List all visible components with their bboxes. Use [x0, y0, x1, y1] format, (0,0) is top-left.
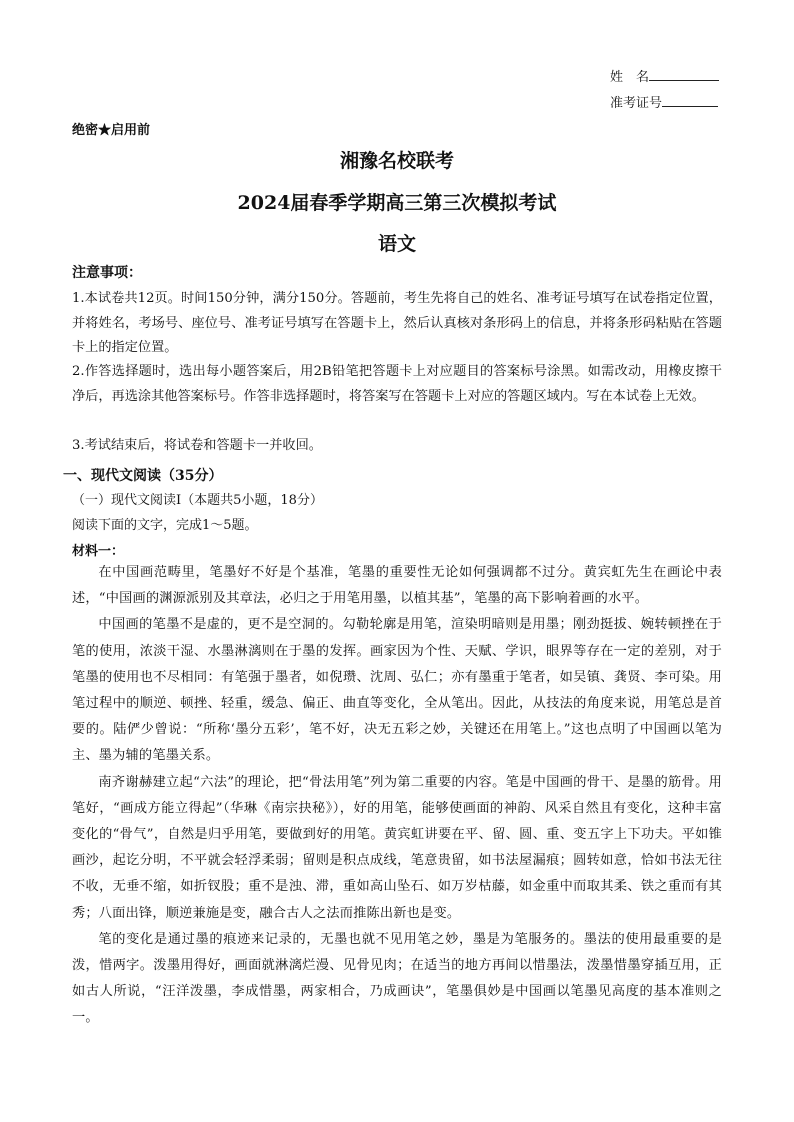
exam-number-field[interactable] [610, 92, 718, 111]
passage-paragraph: 在中国画范畴里，笔墨好不好是个基准，笔墨的重要性无论如何强调都不过分。黄宾虹先生在画论中表述，“中国画的渊源派别及其章法，必归之于用笔用墨，以植其基”，笔墨的高下影响着画的水平。 [72, 565, 722, 607]
secret-mark: 绝密★启用前 [72, 123, 151, 138]
passage-paragraph: 中国画的笔墨不是虚的，更不是空洞的。勾勒轮廓是用笔，渲染明暗则是用墨；刚劲挺拔、婉转顿挫在于笔的使用，浓淡干湿、水墨淋漓则在于墨的发挥。画家因为个性、天赋、学识，眼界等存在一定的差别，对于笔墨的使用也不尽相同：有笔强于墨者，如倪瓒、沈周、弘仁；亦有墨重于笔者，如吴镇、龚贤、李可染。用笔过程中的顺逆、顿挫、轻重，缓急、偏正、曲直等变化，全从笔出。因此，从技法的角度来说，用笔总是首要的。陆俨少曾说：“所称‘墨分五彩’，笔不好，决无五彩之妙，关键还在用笔上。”这也点明了中国画以笔为主、墨为辅的笔墨关系。 [72, 617, 722, 764]
material-label: 材料一： [72, 544, 125, 559]
name-blank[interactable] [649, 68, 719, 81]
name-field[interactable] [610, 66, 719, 85]
exam-title-line2: 2024届春季学期高三第三次模拟考试 [237, 192, 557, 214]
subject-title: 语文 [377, 233, 416, 255]
reading-instruction: 阅读下面的文字，完成1～5题。 [72, 518, 258, 533]
notice-item-3: 3.考试结束后，将试卷和答题卡一并收回。 [72, 438, 322, 453]
passage-paragraph: 南齐谢赫建立起“六法”的理论，把“骨法用笔”列为第二重要的内容。笔是中国画的骨干、是墨的筋骨。用笔好，“画成方能立得起”（华琳《南宗抉秘》），好的用笔，能够使画面的神韵、风采自然且有变化，这种丰富变化的“骨气”，自然是归乎用笔，要做到好的用笔。黄宾虹讲要在平、留、圆、重、变五字上下功夫。平如锥画沙，起讫分明，不平就会轻浮柔弱；留则是积点成线，笔意贵留，如书法屋漏痕；圆转如意，恰如书法无往不收，无垂不缩，如折钗股；重不是浊、滞，重如高山坠石、如万岁枯藤，如金重中而取其柔、铁之重而有其秀；八面出锋，顺逆兼施是变，融合古人之法而推陈出新也是变。 [72, 774, 722, 921]
passage [72, 560, 722, 1032]
section-subheading: （一）现代文阅读Ⅰ（本题共5小题，18分） [72, 493, 323, 508]
section-heading: 一、现代文阅读（35分） [63, 468, 223, 484]
notice-item-2: 2.作答选择题时，选出每小题答案后，用2B铅笔把答题卡上对应题目的答案标号涂黑。如需改动，用橡皮擦干净后，再选涂其他答案标号。作答非选择题时，将答案写在答题卡上对应的答题区域内。写在本试卷上无效。 [72, 364, 722, 404]
exam-number-blank[interactable] [662, 94, 718, 107]
notice-item-1: 1.本试卷共12页。时间150分钟，满分150分。答题前，考生先将自己的姓名、准考证号填写在试卷指定位置，并将姓名，考场号、座位号、准考证号填写在答题卡上，然后认真核对条形码上的信息，并将条形码粘贴在答题卡上的指定位置。 [72, 291, 722, 355]
name-label: 姓 名 [610, 70, 650, 85]
exam-title-line1: 湘豫名校联考 [339, 150, 454, 172]
passage-paragraph: 笔的变化是通过墨的痕迹来记录的，无墨也就不见用笔之妙，墨是为笔服务的。墨法的使用最重要的是泼，惜两字。泼墨用得好，画面就淋漓烂漫、见骨见肉；在适当的地方再间以惜墨法，泼墨惜墨穿插互用，正如古人所说，“汪洋泼墨，李成惜墨，两家相合，乃成画诀”，笔墨俱妙是中国画以笔墨见高度的基本准则之一。 [72, 931, 722, 1026]
exam-number-label: 准考证号 [610, 96, 663, 111]
notice-heading: 注意事项： [72, 265, 142, 281]
